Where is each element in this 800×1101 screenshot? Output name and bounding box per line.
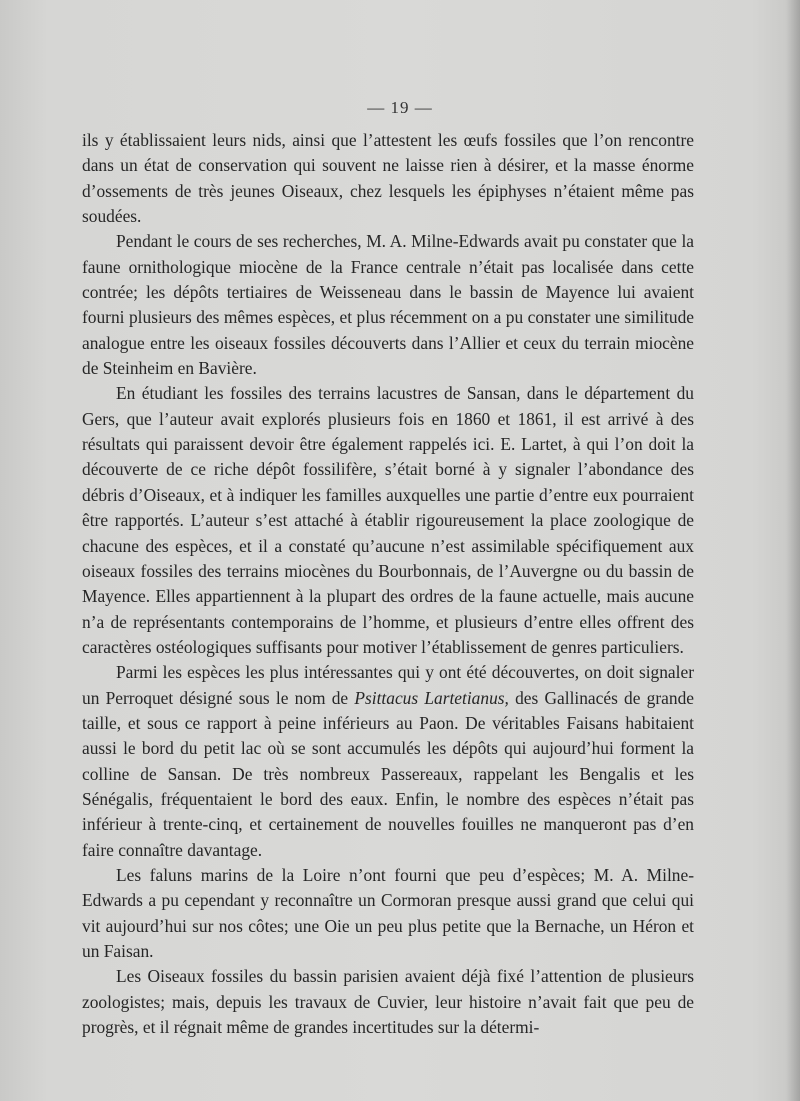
paragraph-4-part-2: des Gallinacés de grande taille, et sous ce rapport à peine inférieurs au Paon. De véritables Faisans habitaient aussi le bord du petit lac où se sont accumulés les dépôts qui aujourd’hui forment la colline de Sansan. De très nombreux Passereaux, rappelant les Bengalis et les Sénégalis, fréquentaient le bord des eaux. Enfin, le nombre des espèces n’était pas inférieur à trente-cinq, et certainement de nouvelles fouilles ne manqueront pas d’en faire connaître davantage. (82, 687, 694, 860)
paragraph-5: Les faluns marins de la Loire n’ont fourni que peu d’espèces; M. A. Milne-Edwards a pu cependant y reconnaître un Cormoran presque aussi grand que celui qui vit aujourd’hui sur nos côtes; une Oie un peu plus petite que la Bernache, un Héron et un Faisan. (82, 864, 694, 961)
body-text (82, 128, 694, 1040)
paragraph-3: En étudiant les fossiles des terrains lacustres de Sansan, dans le département du Gers, que l’auteur avait explorés plusieurs fois en 1860 et 1861, il est arrivé à des résultats qui paraissent devoir être également rappelés ici. E. Lartet, à qui l’on doit la découverte de ce riche dépôt fossilifère, s’était borné à y signaler l’abondance des débris d’Oiseaux, et à indiquer les familles auxquelles une partie d’entre eux pourraient être rapportés. L’auteur s’est attaché à établir rigoureusement la place zoologique de chacune des espèces, et il a constaté qu’aucune n’est assimilable spécifiquement aux oiseaux fossiles des terrains miocènes du Bourbonnais, de l’Auvergne ou du bassin de Mayence. Elles appartiennent à la plupart des ordres de la faune actuelle, mais aucune n’a de représentants contemporains de l’homme, et plusieurs d’entre elles offrent des caractères ostéologiques suffisants pour motiver l’établissement de genres particuliers. (82, 383, 694, 657)
species-name: Psittacus Lartetianus, (354, 687, 509, 708)
page-number: — 19 — (367, 98, 433, 117)
paragraph-4 (82, 660, 694, 863)
paragraph-6: Les Oiseaux fossiles du bassin parisien avaient déjà fixé l’attention de plusieurs zoologistes; mais, depuis les travaux de Cuvier, leur histoire n’avait fait que peu de progrès, et il régnait même de grandes incertitudes sur la détermi- (82, 966, 694, 1038)
paragraph-4-part-1: Parmi les espèces les plus intéressantes qui y ont été découvertes, on doit signaler un Perroquet désigné sous le nom de (82, 662, 694, 708)
paragraph-2: Pendant le cours de ses recherches, M. A. Milne-Edwards avait pu constater que la faune ornithologique miocène de la France centrale n’était pas localisée dans cette contrée; les dépôts tertiaires de Weisseneau dans le bassin de Mayence lui avaient fourni plusieurs des mêmes espèces, et plus récemment on a pu constater une similitude analogue entre les oiseaux fossiles découverts dans l’Allier et ceux du terrain miocène de Steinheim en Bavière. (82, 231, 694, 379)
page-edge-shadow (786, 0, 800, 1101)
paragraph-1: ils y établissaient leurs nids, ainsi que l’attestent les œufs fossiles que l’on rencontre dans un état de conservation qui souvent ne laisse rien à désirer, et la masse énorme d’ossements de très jeunes Oiseaux, chez lesquels les épiphyses n’étaient même pas soudées. (82, 130, 694, 227)
